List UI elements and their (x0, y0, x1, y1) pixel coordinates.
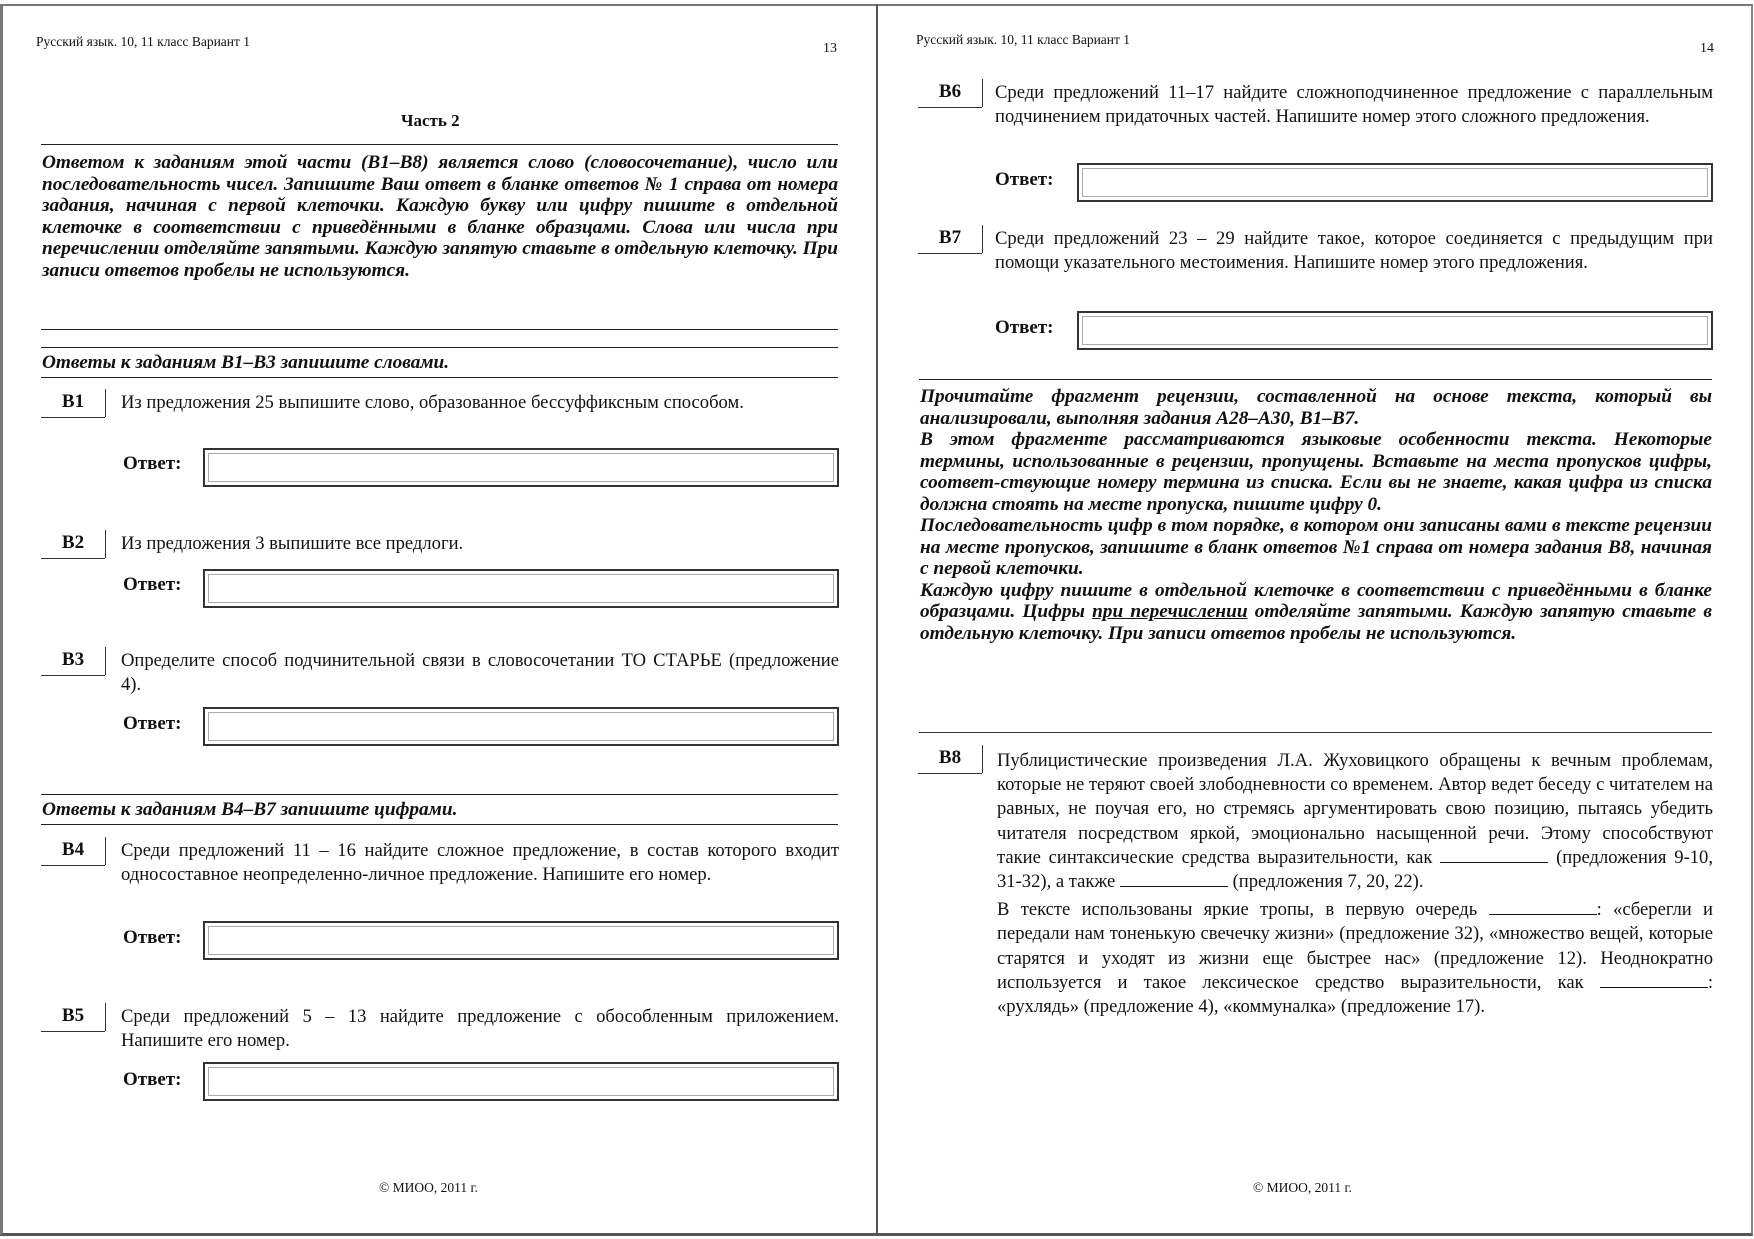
task-text: Среди предложений 23 – 29 найдите такое, которое соединяется с предыдущим при помощи указательного местоимения. Напишите номер этого предложения. (995, 228, 1713, 274)
page-header: Русский язык. 10, 11 класс Вариант 1 (916, 32, 1131, 47)
rule (41, 824, 838, 825)
task-text: Среди предложений 5 – 13 найдите предложение с обособленным приложением. Напишите его номер. (121, 1006, 839, 1052)
task-number-bar (982, 79, 983, 107)
page-14 (878, 4, 1751, 1236)
review-paragraph-1 (997, 749, 1713, 894)
answer-field-b1[interactable] (203, 448, 839, 487)
task-text: Из предложения 25 выпишите слово, образованное бессуффиксным способом. (121, 392, 744, 413)
task-b6 (918, 79, 1713, 204)
answer-label: Ответ: (995, 169, 1054, 190)
section-heading-b1-b3: Ответы к заданиям В1–В3 запишите словами. (42, 352, 450, 373)
task-b2 (41, 530, 839, 610)
review-text-segment: (предложения 7, 20, 22). (1227, 871, 1424, 893)
review-text-segment: В тексте использованы яркие тропы, в первую очередь (997, 899, 1489, 921)
task-text: Из предложения 3 выпишите все предлоги. (121, 533, 464, 554)
task-number: В1 (41, 389, 105, 418)
gap-blank-3[interactable] (1489, 900, 1597, 915)
answer-label: Ответ: (123, 574, 182, 595)
task-b5 (41, 1003, 839, 1103)
rule (41, 794, 838, 795)
rule (41, 329, 838, 330)
review-instr-p4-text: Каждую цифру пишите в отдельной клеточке в соответствии с приведёнными в бланке образцами. Цифры (920, 579, 1712, 622)
answer-label: Ответ: (123, 927, 182, 948)
rule (919, 379, 1712, 380)
task-number: В3 (41, 647, 105, 676)
answer-field-b2[interactable] (203, 569, 839, 608)
answer-field-b3[interactable] (203, 707, 839, 746)
task-number: В2 (41, 530, 105, 559)
task-b8 (918, 745, 1713, 1125)
task-number: В4 (41, 837, 105, 866)
answer-label: Ответ: (995, 317, 1054, 338)
rule (919, 732, 1712, 733)
task-number-bar (105, 1003, 106, 1031)
underlined-phrase: при перечислении (1092, 601, 1248, 622)
rule (41, 377, 838, 378)
task-number: В5 (41, 1003, 105, 1032)
answer-field-b7[interactable] (1077, 311, 1713, 350)
task-text: Определите способ подчинительной связи в словосочетании ТО СТАРЬЕ (предложение 4). (121, 650, 839, 696)
task-number-bar (105, 647, 106, 675)
review-text-segment: (предложения 9-10, 31-32), а также (997, 846, 1714, 893)
rule (41, 347, 838, 348)
answer-field-b5[interactable] (203, 1062, 839, 1101)
answer-label: Ответ: (123, 713, 182, 734)
gap-blank-1[interactable] (1440, 848, 1548, 863)
task-b1 (41, 389, 839, 489)
answer-label: Ответ: (123, 453, 182, 474)
page-number: 14 (1700, 41, 1714, 56)
page-number: 13 (823, 41, 837, 56)
task-number-bar (105, 389, 106, 417)
task-number-bar (982, 225, 983, 253)
review-text (997, 749, 1713, 1019)
review-text-segment: : «рухлядь» (предложение 4), «коммуналка» (предложение 17). (997, 971, 1713, 1018)
review-instr-p2: В этом фрагменте рассматриваются языковые особенности текста. Некоторые термины, использованные в рецензии, пропущены. Вставьте на места пропусков цифры, соответ-ствующие номеру термина из списка. Если вы не знаете, какая цифра из списка должна стоять на месте пропуска, пишите цифру 0. (920, 429, 1712, 515)
answer-field-b6[interactable] (1077, 163, 1713, 202)
review-instr-p4 (920, 580, 1712, 645)
rule (41, 144, 838, 145)
part-instructions: Ответом к заданиям этой части (В1–В8) является слово (словосочетание), число или последовательность чисел. Запишите Ваш ответ в бланке ответов № 1 справа от номера задания, начиная с первой клеточки. Каждую букву или цифру пишите в отдельной клеточке в соответствии с приведёнными в бланке образцами. Слова или числа при перечислении отделяйте запятыми. Каждую запятую ставьте в отдельную клеточку. При записи ответов пробелы не используются. (42, 152, 838, 281)
review-instr-p4-text: отделяйте запятыми. Каждую запятую ставьте в отдельную клеточку. При записи ответов пробелы не используются. (920, 601, 1712, 644)
page-13 (3, 4, 876, 1236)
review-paragraph-2 (997, 898, 1713, 1019)
page-header: Русский язык. 10, 11 класс Вариант 1 (36, 34, 251, 49)
task-b3 (41, 647, 839, 747)
part-title: Часть 2 (401, 111, 460, 130)
page-footer: © МИОО, 2011 г. (379, 1180, 478, 1195)
review-text-segment: Публицистические произведения Л.А. Жуховицкого обращены к вечным проблемам, которые не теряют своей злободневности со временем. Автор ведет беседу с читателем на равных, не поучая его, но стремясь аргументировать свою позицию, пытаясь убедить читателя посредством яркой, эмоционально насыщенной речи. Этому способствуют такие синтаксические средства выразительности, как (997, 750, 1713, 868)
task-text: Среди предложений 11–17 найдите сложноподчиненное предложение с параллельным подчинением придаточных частей. Напишите номер этого сложного предложения. (995, 82, 1713, 128)
answer-label: Ответ: (123, 1069, 182, 1090)
task-number-bar (105, 837, 106, 865)
review-instructions (920, 386, 1712, 644)
task-text: Среди предложений 11 – 16 найдите сложное предложение, в состав которого входит односоставное неопределенно-личное предложение. Напишите его номер. (121, 840, 839, 886)
task-b7 (918, 225, 1713, 350)
page-footer: © МИОО, 2011 г. (1253, 1180, 1352, 1195)
task-number-bar (982, 745, 983, 773)
answer-field-b4[interactable] (203, 921, 839, 960)
review-instr-p3: Последовательность цифр в том порядке, в котором они записаны вами в тексте рецензии на месте пропусков, запишите в бланк ответов №1 справа от номера задания В8, начиная с первой клеточки. (920, 515, 1712, 579)
section-heading-b4-b7: Ответы к заданиям В4–В7 запишите цифрами. (42, 799, 458, 820)
gap-blank-2[interactable] (1120, 872, 1228, 887)
task-number: В7 (918, 225, 982, 254)
gap-blank-4[interactable] (1600, 973, 1708, 988)
task-b4 (41, 837, 839, 962)
task-number: В8 (918, 745, 982, 774)
task-number: В6 (918, 79, 982, 108)
task-number-bar (105, 530, 106, 558)
review-text-segment: : «сберегли и передали нам тоненькую свечечку жизни» (предложение 32), «множество вещей, которые старятся и уходят из жизни еще быстрее нас» (предложение 12). Неоднократно используется и такое лексическое средство выразительности, как (997, 899, 1713, 993)
review-instr-p1: Прочитайте фрагмент рецензии, составленной на основе текста, который вы анализировали, выполняя задания А28–А30, В1–В7. (920, 386, 1712, 429)
